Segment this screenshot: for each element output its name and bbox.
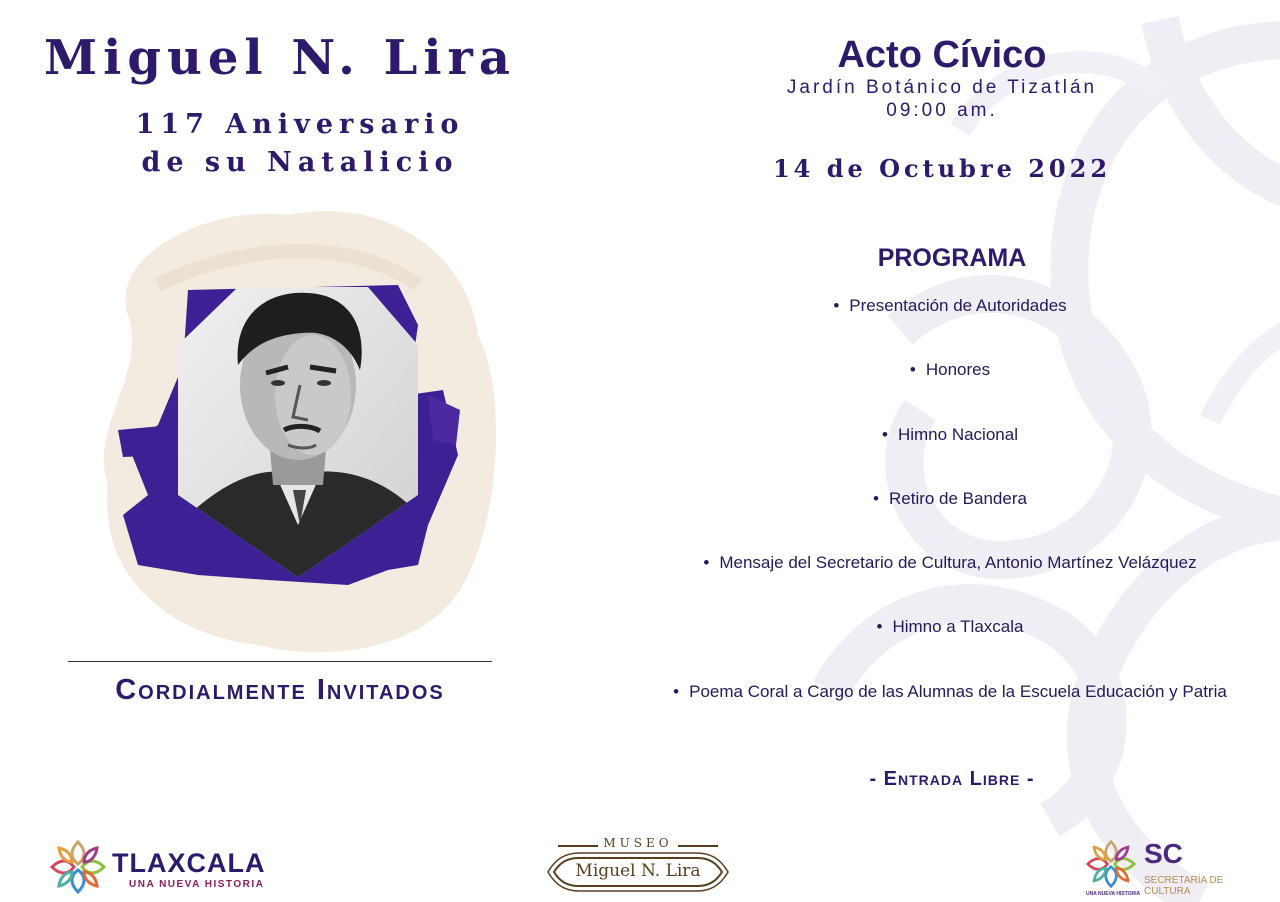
program-item <box>620 553 1280 617</box>
bullet: • <box>673 681 680 701</box>
program-item-text: Retiro de Bandera <box>888 488 1027 508</box>
anniversary-line-1: 117 Aniversario <box>135 109 465 140</box>
tlaxcala-flower-icon <box>50 838 106 896</box>
secretaria-cultura-logo <box>1086 838 1256 900</box>
museo-label: MUSEO <box>603 836 673 850</box>
program-item <box>620 425 1280 489</box>
event-title: Acto Cívico <box>837 34 1047 76</box>
event-time: 09:00 am. <box>886 100 998 121</box>
tlaxcala-logo <box>50 838 280 898</box>
program-item-text: Himno Nacional <box>897 424 1018 444</box>
anniversary-text <box>20 106 580 182</box>
bullet: • <box>833 296 840 315</box>
program-item <box>620 682 1280 746</box>
tlaxcala-name: TLAXCALA <box>112 848 266 878</box>
event-venue-time <box>700 76 1184 122</box>
event-venue: Jardín Botánico de Tizatlán <box>786 77 1098 98</box>
program-item-text: Himno a Tlaxcala <box>892 617 1024 637</box>
program-item <box>620 296 1280 360</box>
bullet: • <box>876 617 883 637</box>
event-date: 14 de Octubre 2022 <box>772 154 1112 183</box>
bullet: • <box>873 488 879 508</box>
museo-name: Miguel N. Lira <box>575 861 701 881</box>
program-title: PROGRAMA <box>877 244 1027 272</box>
tlaxcala-flower-icon <box>1086 838 1136 890</box>
program-list <box>620 296 1280 746</box>
bullet: • <box>882 424 888 444</box>
secretaria-tagline: UNA NUEVA HISTORIA <box>1086 891 1141 897</box>
program-item-text: Poema Coral a Cargo de las Alumnas de la Escuela Educación y Patria <box>689 681 1227 701</box>
tlaxcala-tagline: UNA NUEVA HISTORIA <box>129 879 265 890</box>
program-item <box>620 489 1280 553</box>
program-item-text: Presentación de Autoridades <box>849 296 1067 315</box>
program-item <box>620 360 1280 424</box>
honoree-name: Miguel N. Lira <box>44 30 516 86</box>
program-item-text: Honores <box>925 360 991 380</box>
bullet: • <box>909 360 916 380</box>
museo-logo <box>546 836 730 900</box>
bullet: • <box>703 553 710 573</box>
secretaria-name: SECRETARÍA DE CULTURA <box>1144 875 1224 897</box>
secretaria-abbr: SC <box>1144 838 1183 869</box>
program-item-text: Mensaje del Secretario de Cultura, Antonio Martínez Velázquez <box>719 553 1197 573</box>
program-item <box>620 617 1280 681</box>
anniversary-line-2: de su Natalicio <box>141 147 459 178</box>
entrance-note: - Entrada Libre - <box>869 768 1035 790</box>
portrait-image <box>88 195 508 655</box>
invitation-text: Cordialmente Invitados <box>115 674 445 706</box>
divider-line <box>68 661 492 662</box>
